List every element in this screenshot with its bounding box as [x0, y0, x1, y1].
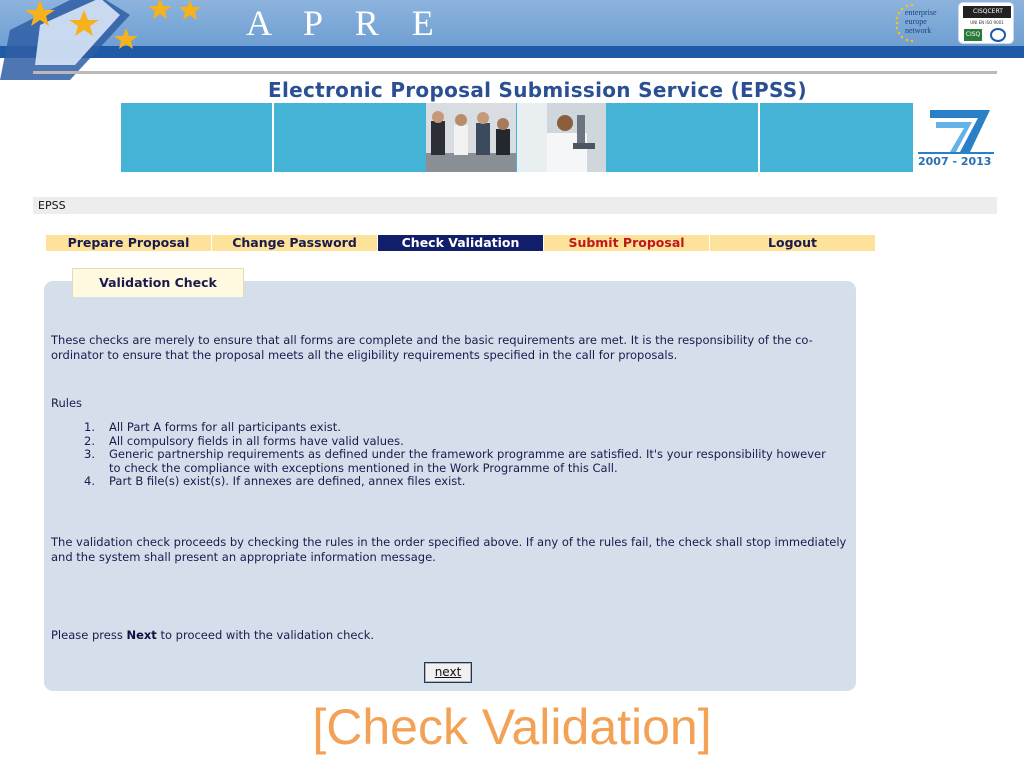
rule-number: 1.	[84, 420, 95, 434]
lab-photo-graphic	[517, 103, 606, 172]
nav-check-validation[interactable]: Check Validation	[378, 235, 544, 251]
tab-validation-check: Validation Check	[72, 268, 244, 297]
rule-item	[75, 475, 835, 489]
press-next-text	[51, 628, 374, 643]
een-text-line: network	[905, 26, 932, 35]
divider	[33, 71, 997, 74]
meeting-photo-graphic	[426, 103, 516, 172]
rule-item	[75, 421, 835, 435]
meeting-photo	[426, 103, 516, 172]
een-logo-text	[905, 8, 937, 35]
rule-number: 2.	[84, 433, 95, 448]
banner-divider	[758, 103, 760, 172]
een-text-line: europe	[905, 17, 927, 26]
rule-text: All compulsory fields in all forms have valid values.	[109, 433, 404, 448]
banner-divider	[272, 103, 274, 172]
apre-logo-graphic	[0, 0, 210, 80]
intro-text: These checks are merely to ensure that all forms are complete and the basic requirements are met. It is the responsibility of the co-ordinator to ensure that the proposal meets all the eligibility requirements specified in the call for proposals.	[51, 333, 813, 362]
rule-text: All Part A forms for all participants exist.	[109, 420, 341, 434]
een-text-line: enterprise	[905, 8, 937, 17]
cert-badge-mark: CISQ	[964, 29, 982, 41]
cert-badge-title: CISQCERT	[963, 6, 1011, 18]
nav-change-password[interactable]: Change Password	[212, 235, 378, 251]
press-suffix: to proceed with the validation check.	[156, 628, 375, 642]
star-icon	[148, 0, 172, 19]
rule-text: Part B file(s) exist(s). If annexes are defined, annex files exist.	[109, 474, 466, 488]
rule-item	[75, 435, 835, 449]
next-button[interactable]: next	[424, 662, 472, 683]
fp7-years: 2007 - 2013	[918, 155, 992, 168]
epss-title: Electronic Proposal Submission Service (EPSS)	[268, 78, 807, 102]
rule-item	[75, 448, 835, 475]
slide-caption: [Check Validation]	[312, 699, 712, 755]
proceed-text: The validation check proceeds by checking the rules in the order specified above. If any of the rules fail, the check shall stop immediately and the system shall present an appropriate information message.	[51, 535, 847, 564]
epss-banner	[121, 103, 913, 172]
rules-list	[75, 421, 835, 489]
apre-title: A P R E	[246, 3, 446, 43]
nav-submit-proposal[interactable]: Submit Proposal	[544, 235, 710, 251]
star-icon	[114, 28, 138, 49]
press-prefix: Please press	[51, 628, 127, 642]
main-nav	[46, 235, 876, 251]
certification-badge	[958, 2, 1014, 44]
star-icon	[179, 0, 201, 20]
nav-logout[interactable]: Logout	[710, 235, 876, 251]
rules-heading: Rules	[51, 396, 83, 410]
press-next-bold: Next	[126, 628, 157, 642]
nav-prepare-proposal[interactable]: Prepare Proposal	[46, 235, 212, 251]
rule-number: 4.	[84, 474, 95, 488]
rule-text: Generic partnership requirements as defined under the framework programme are satisfied. It's your responsibility however to check the compliance with exceptions mentioned in the Work Programme of this Call.	[109, 447, 826, 475]
lab-photo	[517, 103, 606, 172]
iqnet-icon	[990, 28, 1006, 42]
cert-badge-standard: UNI EN ISO 9001	[970, 20, 1004, 25]
rule-number: 3.	[84, 447, 95, 461]
breadcrumb: EPSS	[33, 197, 997, 214]
